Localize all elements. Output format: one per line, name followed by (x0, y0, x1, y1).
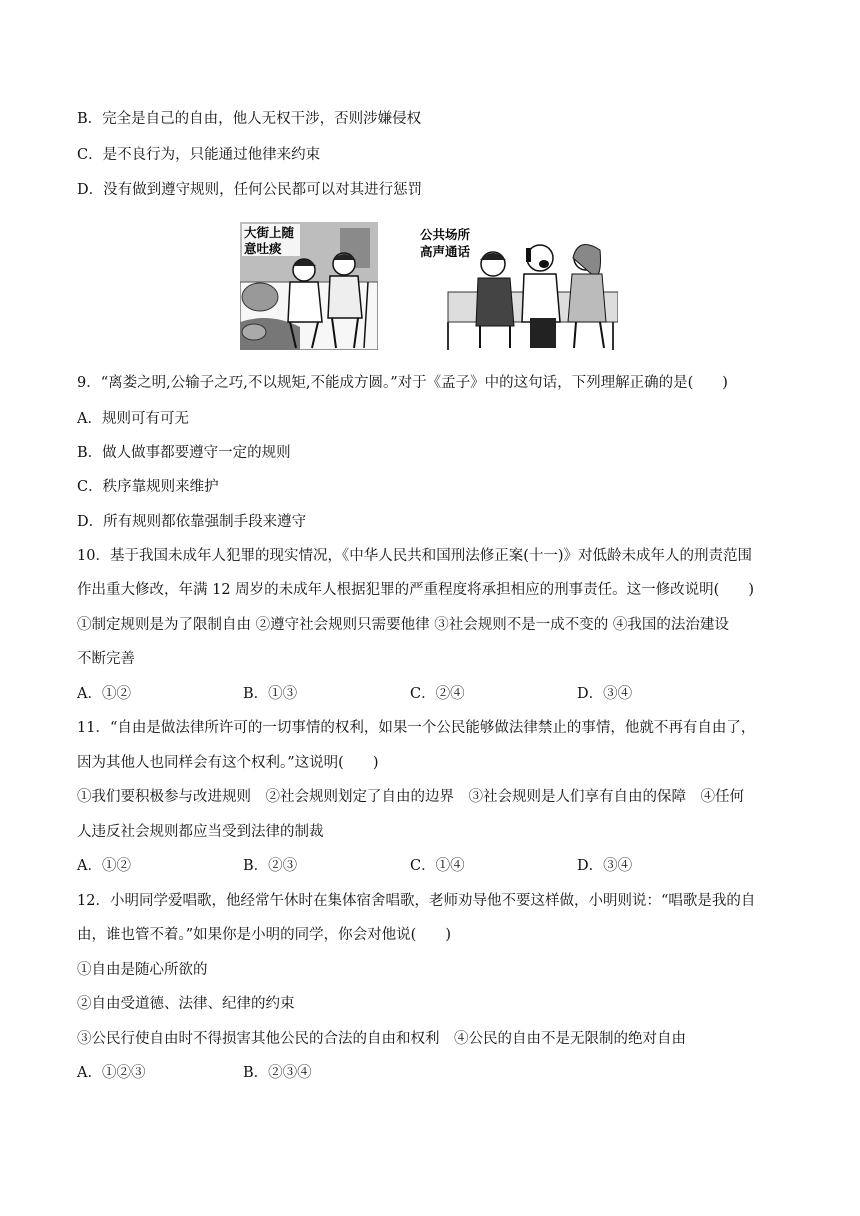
pic2-caption-line2: 高声通话 (420, 244, 471, 259)
q12-item-1: ①自由是随心所欲的 (77, 962, 208, 978)
q10-items-line1: ①制定规则是为了限制自由 ②遵守社会规则只需要他律 ③社会规则不是一成不变的 ④我国的法治建设 (77, 617, 729, 633)
q11-option-b: B．②③ (243, 858, 298, 874)
q9-option-d: D．所有规则都依靠强制手段来遵守 (77, 514, 307, 530)
q10-stem-line1: 10．基于我国未成年人犯罪的现实情况，《中华人民共和国刑法修正案(十一)》对低龄未成年人的刑责范围 (77, 548, 753, 564)
q8-option-b: B．完全是自己的自由，他人无权干涉，否则涉嫌侵权 (77, 111, 422, 127)
illustration-spitting (240, 222, 378, 350)
q11-option-c: C．①④ (410, 858, 465, 874)
spitting-cartoon-image (240, 222, 378, 350)
q11-option-a: A．①② (77, 858, 131, 874)
q11-items-line1: ①我们要积极参与改进规则 ②社会规则划定了自由的边界 ③社会规则是人们享有自由的保障 ④任何 (77, 789, 744, 805)
illustration-loud-phone-call (418, 222, 618, 350)
q8-option-c: C．是不良行为，只能通过他律来约束 (77, 147, 321, 163)
q12-item-2: ②自由受道德、法律、纪律的约束 (77, 996, 295, 1012)
q11-items-line2: 人违反社会规则都应当受到法律的制裁 (77, 824, 324, 840)
q12-stem-line2: 由，谁也管不着。”如果你是小明的同学，你会对他说( ) (77, 927, 451, 943)
q11-stem-line2: 因为其他人也同样会有这个权利。”这说明( ) (77, 755, 379, 771)
q9-option-b: B．做人做事都要遵守一定的规则 (77, 445, 291, 461)
q10-option-d: D．③④ (577, 686, 633, 702)
q9-stem: 9．“离娄之明,公输子之巧,不以规矩,不能成方圆。”对于《孟子》中的这句话，下列理解正确的是( ) (77, 375, 728, 391)
q9-option-a: A．规则可有可无 (77, 411, 189, 427)
q12-option-b: B．②③④ (243, 1065, 312, 1081)
q8-option-d: D．没有做到遵守规则，任何公民都可以对其进行惩罚 (77, 182, 423, 198)
q12-items-3-4: ③公民行使自由时不得损害其他公民的合法的自由和权利 ④公民的自由不是无限制的绝对自由 (77, 1031, 686, 1047)
q10-items-line2: 不断完善 (77, 651, 135, 667)
q10-option-c: C．②④ (410, 686, 465, 702)
pic1-caption-line1: 大街上随 (244, 225, 295, 240)
q12-option-a: A．①②③ (77, 1065, 146, 1081)
q9-option-c: C．秩序靠规则来维护 (77, 479, 219, 495)
q11-stem-line1: 11．“自由是做法律所许可的一切事情的权利，如果一个公民能够做法律禁止的事情，他就不再有自由了， (77, 720, 756, 736)
pic2-caption-line1: 公共场所 (420, 227, 471, 242)
q12-stem-line1: 12．小明同学爱唱歌，他经常午休时在集体宿舍唱歌，老师劝导他不要这样做，小明则说：“唱歌是我的自 (77, 893, 756, 909)
q11-option-d: D．③④ (577, 858, 633, 874)
q10-stem-line2: 作出重大修改，年满 12 周岁的未成年人根据犯罪的严重程度将承担相应的刑事责任。这一修改说明( ) (77, 582, 754, 598)
q10-option-b: B．①③ (243, 686, 298, 702)
loud-phone-cartoon-image (418, 222, 618, 350)
pic1-caption-line2: 意吐痰 (244, 241, 282, 256)
q10-option-a: A．①② (77, 686, 131, 702)
